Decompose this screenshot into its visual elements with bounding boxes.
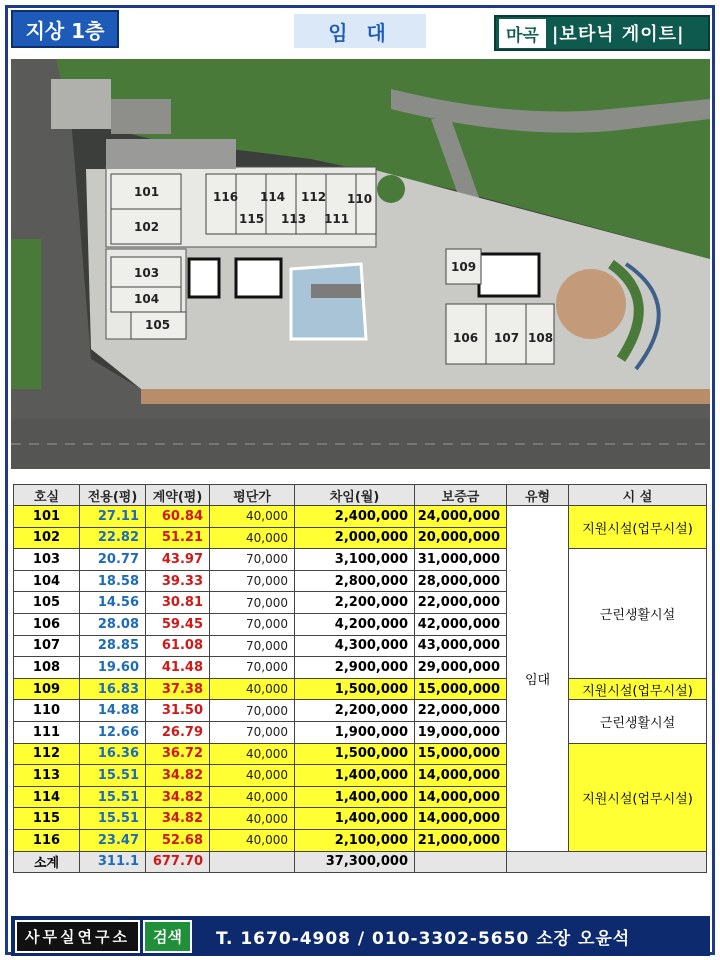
cell-unit-price: 70,000 bbox=[210, 613, 295, 635]
cell-unit-price: 40,000 bbox=[210, 743, 295, 765]
cell-deposit: 15,000,000 bbox=[415, 678, 507, 700]
floor-badge: 지상 1층 bbox=[11, 10, 119, 48]
cell-use: 지원시설(업무시설) bbox=[569, 743, 707, 851]
table-row bbox=[14, 700, 707, 722]
cell-area: 15.51 bbox=[80, 808, 146, 830]
cell-unit-price: 70,000 bbox=[210, 700, 295, 722]
cell-unit-price: 70,000 bbox=[210, 570, 295, 592]
cell-deposit: 29,000,000 bbox=[415, 657, 507, 679]
cell-area: 23.47 bbox=[80, 829, 146, 851]
lease-table bbox=[13, 484, 707, 873]
cell-deposit: 15,000,000 bbox=[415, 743, 507, 765]
cell-area: 16.36 bbox=[80, 743, 146, 765]
lease-type-title: 임 대 bbox=[294, 14, 426, 48]
cell-room: 109 bbox=[14, 678, 80, 700]
cell-rent: 2,800,000 bbox=[295, 570, 415, 592]
cell-contract: 51.21 bbox=[146, 527, 210, 549]
cell-use: 근린생활시설 bbox=[569, 549, 707, 679]
cell-unit-price: 40,000 bbox=[210, 765, 295, 787]
office-name-badge: 사무실연구소 bbox=[15, 920, 140, 953]
cell-deposit: 14,000,000 bbox=[415, 786, 507, 808]
cell-deposit: 43,000,000 bbox=[415, 635, 507, 657]
brand-badge bbox=[494, 15, 710, 51]
cell-area: 14.56 bbox=[80, 592, 146, 614]
cell-rent: 2,900,000 bbox=[295, 657, 415, 679]
cell-total-label: 소계 bbox=[14, 851, 80, 873]
cell-type: 임대 bbox=[507, 506, 569, 852]
cell-deposit: 21,000,000 bbox=[415, 829, 507, 851]
cell-room: 106 bbox=[14, 613, 80, 635]
room-label: 105 bbox=[145, 318, 171, 332]
cell-total-empty bbox=[210, 851, 295, 873]
cell-rent: 4,200,000 bbox=[295, 613, 415, 635]
room-label: 112 bbox=[301, 190, 327, 204]
table-header-row bbox=[14, 485, 707, 506]
cell-contract: 52.68 bbox=[146, 829, 210, 851]
room-label: 115 bbox=[239, 212, 265, 226]
cell-contract: 34.82 bbox=[146, 765, 210, 787]
cell-room: 113 bbox=[14, 765, 80, 787]
cell-unit-price: 40,000 bbox=[210, 678, 295, 700]
cell-area: 18.58 bbox=[80, 570, 146, 592]
cell-room: 112 bbox=[14, 743, 80, 765]
col-unit-price: 평단가 bbox=[210, 485, 295, 506]
cell-area: 15.51 bbox=[80, 765, 146, 787]
cell-contract: 60.84 bbox=[146, 506, 210, 528]
cell-rent: 1,400,000 bbox=[295, 808, 415, 830]
cell-area: 22.82 bbox=[80, 527, 146, 549]
cell-area: 14.88 bbox=[80, 700, 146, 722]
footer-bar bbox=[11, 916, 710, 956]
cell-contract: 36.72 bbox=[146, 743, 210, 765]
table-row bbox=[14, 678, 707, 700]
cell-contract: 59.45 bbox=[146, 613, 210, 635]
cell-rent: 2,000,000 bbox=[295, 527, 415, 549]
room-label: 104 bbox=[134, 292, 160, 306]
table-row bbox=[14, 549, 707, 571]
floor-plan bbox=[11, 59, 710, 469]
col-area: 전용(평) bbox=[80, 485, 146, 506]
cell-area: 19.60 bbox=[80, 657, 146, 679]
floor-plan-drawing bbox=[11, 59, 710, 469]
room-label: 110 bbox=[347, 192, 373, 206]
cell-rent: 1,500,000 bbox=[295, 743, 415, 765]
cell-rent: 1,400,000 bbox=[295, 765, 415, 787]
cell-deposit: 20,000,000 bbox=[415, 527, 507, 549]
cell-unit-price: 70,000 bbox=[210, 657, 295, 679]
cell-room: 115 bbox=[14, 808, 80, 830]
cell-use: 지원시설(업무시설) bbox=[569, 678, 707, 700]
cell-contract: 37.38 bbox=[146, 678, 210, 700]
col-contract: 계약(평) bbox=[146, 485, 210, 506]
cell-area: 15.51 bbox=[80, 786, 146, 808]
col-type: 유형 bbox=[507, 485, 569, 506]
cell-room: 108 bbox=[14, 657, 80, 679]
col-deposit: 보증금 bbox=[415, 485, 507, 506]
cell-deposit: 31,000,000 bbox=[415, 549, 507, 571]
cell-area: 16.83 bbox=[80, 678, 146, 700]
cell-unit-price: 40,000 bbox=[210, 506, 295, 528]
cell-use: 근린생활시설 bbox=[569, 700, 707, 743]
table-total-row bbox=[14, 851, 707, 873]
cell-rent: 2,400,000 bbox=[295, 506, 415, 528]
cell-room: 107 bbox=[14, 635, 80, 657]
room-label: 103 bbox=[134, 266, 160, 280]
cell-rent: 2,200,000 bbox=[295, 592, 415, 614]
cell-deposit: 28,000,000 bbox=[415, 570, 507, 592]
search-button[interactable]: 검색 bbox=[143, 920, 192, 953]
cell-room: 110 bbox=[14, 700, 80, 722]
cell-rent: 1,400,000 bbox=[295, 786, 415, 808]
cell-deposit: 22,000,000 bbox=[415, 700, 507, 722]
cell-unit-price: 40,000 bbox=[210, 786, 295, 808]
cell-unit-price: 70,000 bbox=[210, 721, 295, 743]
cell-contract: 34.82 bbox=[146, 786, 210, 808]
cell-room: 101 bbox=[14, 506, 80, 528]
cell-contract: 31.50 bbox=[146, 700, 210, 722]
cell-area: 12.66 bbox=[80, 721, 146, 743]
cell-unit-price: 40,000 bbox=[210, 808, 295, 830]
room-label: 114 bbox=[260, 190, 286, 204]
contact-info: T. 1670-4908 / 010-3302-5650 소장 오윤석 bbox=[215, 928, 631, 949]
cell-unit-price: 70,000 bbox=[210, 592, 295, 614]
cell-room: 103 bbox=[14, 549, 80, 571]
cell-unit-price: 40,000 bbox=[210, 829, 295, 851]
col-room: 호실 bbox=[14, 485, 80, 506]
cell-contract: 61.08 bbox=[146, 635, 210, 657]
cell-area: 28.08 bbox=[80, 613, 146, 635]
col-use: 시 설 bbox=[569, 485, 707, 506]
brand-area: 마곡 bbox=[499, 19, 546, 48]
cell-rent: 1,900,000 bbox=[295, 721, 415, 743]
room-label: 101 bbox=[134, 185, 160, 199]
cell-contract: 43.97 bbox=[146, 549, 210, 571]
cell-total-empty bbox=[415, 851, 507, 873]
cell-rent: 4,300,000 bbox=[295, 635, 415, 657]
cell-use: 지원시설(업무시설) bbox=[569, 506, 707, 549]
room-label: 106 bbox=[453, 331, 479, 345]
brand-name: |보타닉 게이트| bbox=[551, 24, 685, 45]
cell-area: 28.85 bbox=[80, 635, 146, 657]
cell-area: 20.77 bbox=[80, 549, 146, 571]
room-label: 111 bbox=[324, 212, 350, 226]
cell-contract: 26.79 bbox=[146, 721, 210, 743]
cell-area: 27.11 bbox=[80, 506, 146, 528]
table-row bbox=[14, 743, 707, 765]
cell-unit-price: 40,000 bbox=[210, 527, 295, 549]
cell-room: 114 bbox=[14, 786, 80, 808]
cell-deposit: 14,000,000 bbox=[415, 765, 507, 787]
room-label: 116 bbox=[213, 190, 239, 204]
cell-deposit: 42,000,000 bbox=[415, 613, 507, 635]
cell-total-area: 311.1 bbox=[80, 851, 146, 873]
cell-contract: 34.82 bbox=[146, 808, 210, 830]
cell-unit-price: 70,000 bbox=[210, 549, 295, 571]
cell-deposit: 22,000,000 bbox=[415, 592, 507, 614]
cell-deposit: 19,000,000 bbox=[415, 721, 507, 743]
cell-rent: 3,100,000 bbox=[295, 549, 415, 571]
cell-total-contract: 677.70 bbox=[146, 851, 210, 873]
cell-total-rent: 37,300,000 bbox=[295, 851, 415, 873]
cell-unit-price: 70,000 bbox=[210, 635, 295, 657]
table-row bbox=[14, 506, 707, 528]
cell-total-empty bbox=[507, 851, 707, 873]
room-label: 113 bbox=[281, 212, 307, 226]
room-label: 102 bbox=[134, 220, 160, 234]
cell-deposit: 24,000,000 bbox=[415, 506, 507, 528]
cell-room: 102 bbox=[14, 527, 80, 549]
cell-contract: 39.33 bbox=[146, 570, 210, 592]
room-label: 107 bbox=[494, 331, 520, 345]
cell-contract: 41.48 bbox=[146, 657, 210, 679]
cell-room: 111 bbox=[14, 721, 80, 743]
cell-rent: 2,100,000 bbox=[295, 829, 415, 851]
cell-room: 104 bbox=[14, 570, 80, 592]
cell-rent: 1,500,000 bbox=[295, 678, 415, 700]
cell-rent: 2,200,000 bbox=[295, 700, 415, 722]
cell-contract: 30.81 bbox=[146, 592, 210, 614]
room-label: 108 bbox=[528, 331, 554, 345]
cell-room: 105 bbox=[14, 592, 80, 614]
room-label: 109 bbox=[451, 260, 477, 274]
col-rent: 차임(월) bbox=[295, 485, 415, 506]
cell-room: 116 bbox=[14, 829, 80, 851]
cell-deposit: 14,000,000 bbox=[415, 808, 507, 830]
